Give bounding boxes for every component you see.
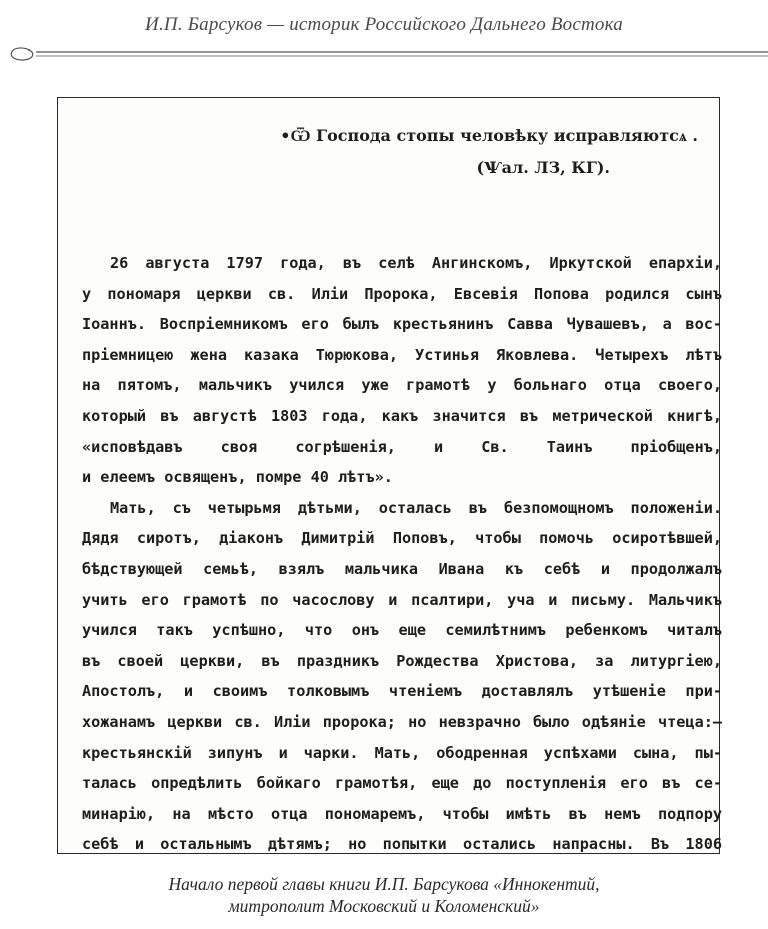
running-header: И.П. Барсуков — историк Российского Дальнего Востока bbox=[145, 14, 623, 35]
caption-line: митрополит Московский и Коломенский» bbox=[228, 896, 540, 916]
text-line: пріемницею жена казака Тюрюкова, Устинья Яковлева. Четырехъ лѣтъ bbox=[82, 345, 722, 364]
chapter-body-text bbox=[82, 248, 722, 860]
text-line: хожанамъ церкви св. Иліи пророка; но невзрачно было одѣяніе чтеца:— bbox=[82, 712, 722, 731]
text-line: крестьянскій зипунъ и чарки. Мать, ободренная успѣхами сына, пы- bbox=[82, 743, 722, 762]
text-line: 26 августа 1797 года, въ селѣ Ангинскомъ, Иркутской епархіи, bbox=[110, 254, 722, 272]
header-ornament-rule bbox=[0, 38, 768, 68]
text-line: Іоаннъ. Воспріемникомъ его былъ крестьянинъ Савва Чувашевъ, а вос- bbox=[82, 315, 722, 334]
text-line: минарію, на мѣсто отца пономаремъ, чтобы имѣть въ немъ подпору bbox=[82, 804, 722, 823]
epigraph-text: •Ѿ Господа стопы человѣку исправляютсѧ . bbox=[280, 126, 698, 145]
text-line: учился такъ успѣшно, что онъ еще семилѣтнимъ ребенкомъ читалъ bbox=[82, 621, 722, 640]
text-line: въ своей церкви, въ праздникъ Рождества Христова, за литургіею, bbox=[82, 651, 722, 670]
epigraph bbox=[280, 120, 698, 184]
text-line: который въ августѣ 1803 года, какъ значится въ метрической книгѣ, bbox=[82, 406, 722, 425]
text-line: Дядя сиротъ, діаконъ Димитрій Поповъ, чтобы помочь осиротѣвшей, bbox=[82, 529, 722, 548]
text-line: бѣдствующей семьѣ, взялъ мальчика Ивана къ себѣ и продолжалъ bbox=[82, 559, 722, 578]
text-line: на пятомъ, мальчикъ учился уже грамотѣ у больнаго отца своего, bbox=[82, 376, 722, 395]
text-line: Мать, съ четырьмя дѣтьми, осталась въ безпомощномъ положеніи. bbox=[110, 498, 722, 517]
text-line: «исповѣдавъ своя согрѣшенія, и Св. Таинъ пріобщенъ, bbox=[82, 437, 722, 456]
text-line: Апостолъ, и своимъ толковымъ чтеніемъ доставлялъ утѣшеніе при- bbox=[82, 682, 722, 701]
text-line: у пономаря церкви св. Иліи Пророка, Евсевія Попова родился сынъ bbox=[82, 284, 722, 303]
text-line: себѣ и остальнымъ дѣтямъ; но попытки остались напрасны. Въ 1806 bbox=[82, 835, 722, 854]
text-line: учить его грамотѣ по часослову и псалтири, уча и письму. Мальчикъ bbox=[82, 590, 722, 609]
epigraph-reference: (Ѱал. ЛЗ, КГ). bbox=[476, 158, 610, 177]
figure-caption bbox=[0, 873, 768, 917]
text-line: и елеемъ освященъ, помре 40 лѣтъ». bbox=[82, 468, 393, 487]
caption-line: Начало первой главы книги И.П. Барсукова «Иннокентий, bbox=[168, 874, 600, 894]
text-line: талась опредѣлить бойкаго грамотѣя, еще до поступленія его въ се- bbox=[82, 774, 722, 793]
